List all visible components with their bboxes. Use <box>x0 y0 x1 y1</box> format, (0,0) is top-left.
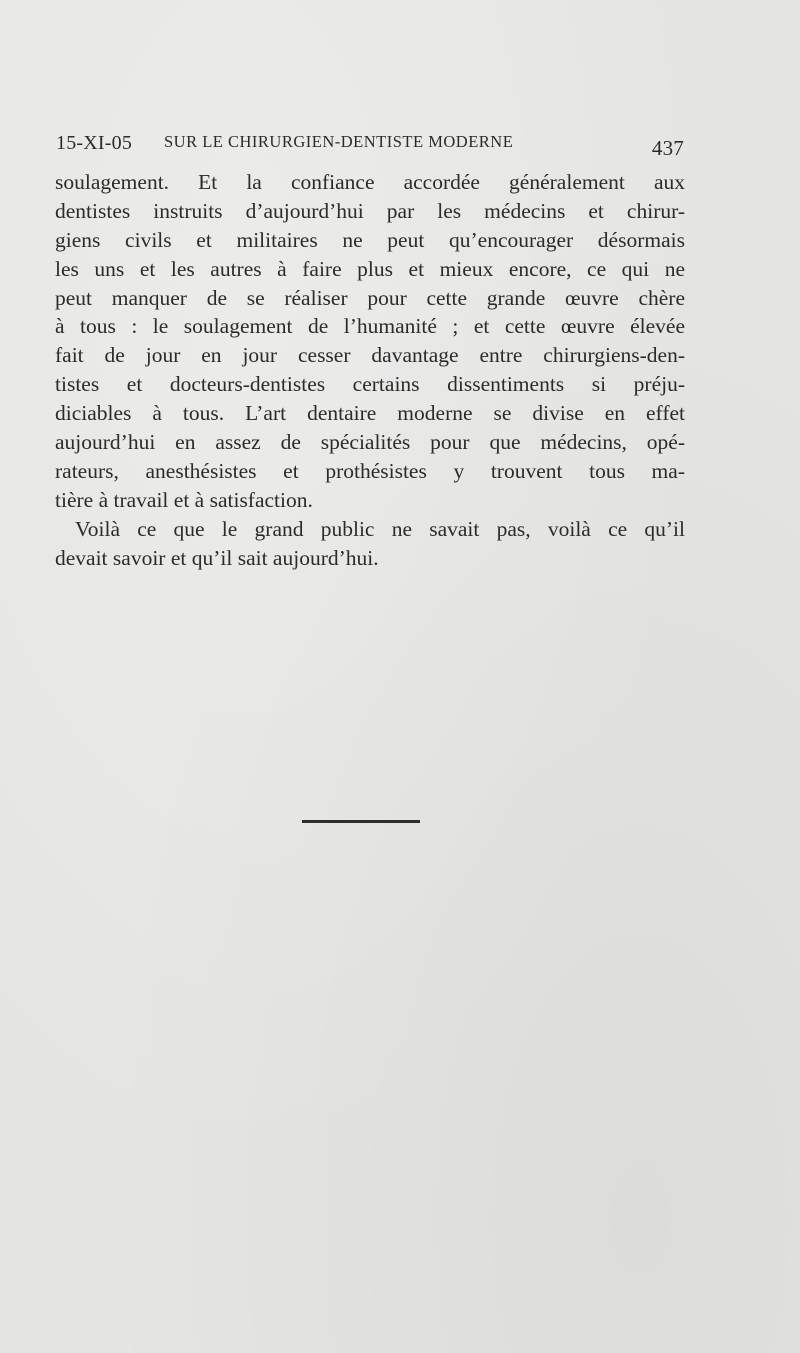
text-line: giens civils et militaires ne peut qu’encourager désormais <box>55 227 685 252</box>
text-line: les uns et les autres à faire plus et mieux encore, ce qui ne <box>55 256 685 281</box>
text-line: rateurs, anesthésistes et prothésistes y trouvent tous ma- <box>55 458 685 483</box>
text-line: Voilà ce que le grand public ne savait pas, voilà ce qu’il <box>75 516 685 541</box>
text-line: à tous : le soulagement de l’humanité ; et cette œuvre élevée <box>55 314 685 339</box>
page-number: 437 <box>651 136 684 160</box>
running-head <box>56 128 684 158</box>
text-line: soulagement. Et la confiance accordée généralement aux <box>55 170 685 194</box>
body-text <box>55 168 685 572</box>
text-line: aujourd’hui en assez de spécialités pour que médecins, opé- <box>55 430 685 455</box>
text-line: peut manquer de se réaliser pour cette grande œuvre chère <box>55 285 685 310</box>
text-line: dentistes instruits d’aujourd’hui par les médecins et chirur- <box>55 198 685 223</box>
text-line: tistes et docteurs-dentistes certains dissentiments si préju- <box>55 372 685 397</box>
section-end-rule <box>302 820 420 823</box>
issue-date: 15-XI-05 <box>56 132 133 154</box>
text-line: diciables à tous. L’art dentaire moderne se divise en effet <box>55 401 685 426</box>
text-line: devait savoir et qu’il sait aujourd’hui. <box>55 545 379 570</box>
text-line: fait de jour en jour cesser davantage entre chirurgiens-den- <box>55 343 685 368</box>
running-title: SUR LE CHIRURGIEN-DENTISTE MODERNE <box>164 132 514 151</box>
text-line: tière à travail et à satisfaction. <box>55 487 313 512</box>
